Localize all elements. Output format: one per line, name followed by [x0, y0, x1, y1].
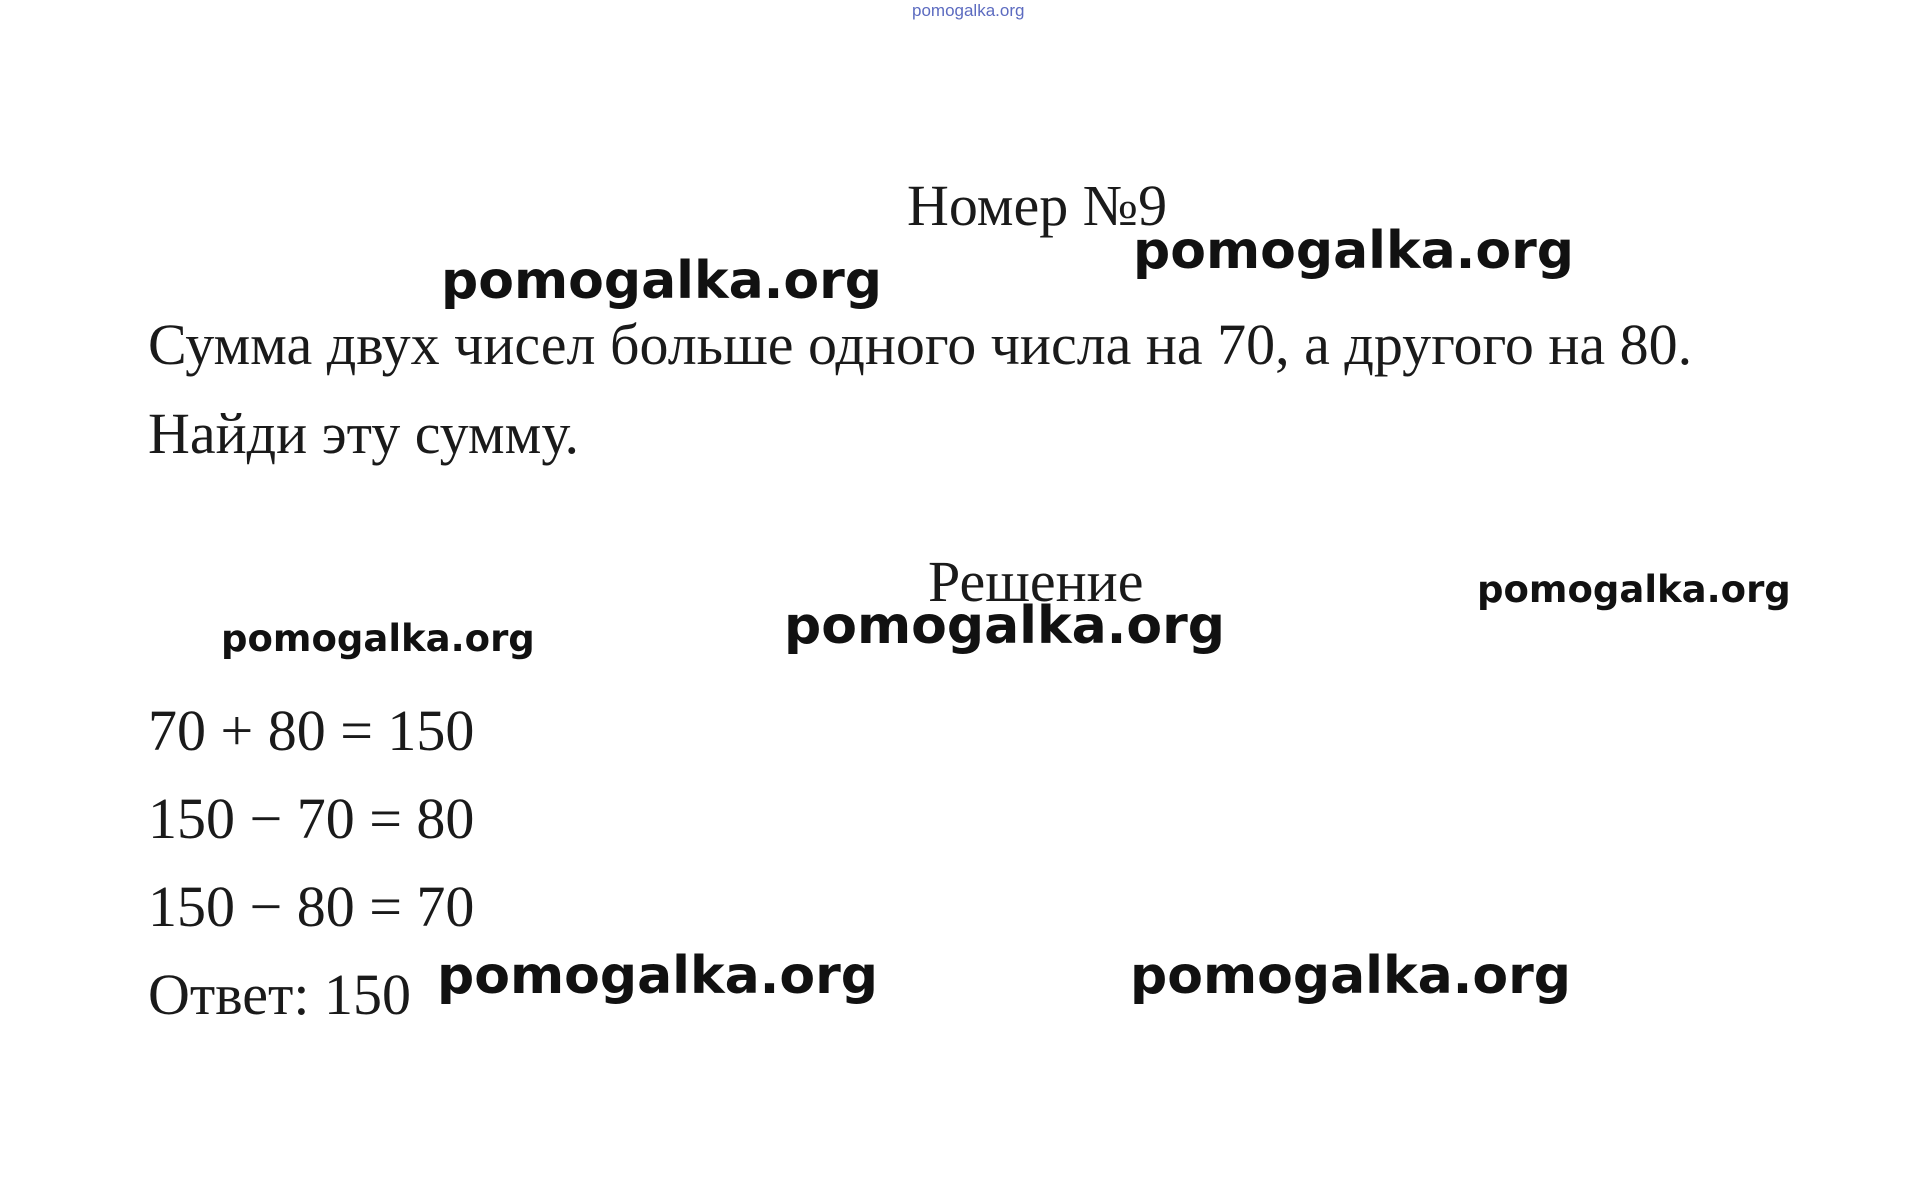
site-link[interactable]: pomogalka.org	[912, 1, 1025, 20]
watermark: pomogalka.org	[1477, 568, 1791, 611]
watermark: pomogalka.org	[784, 596, 1226, 656]
task-text-line-2: Найди эту сумму.	[148, 401, 580, 466]
solution-step: 70 + 80 = 150	[148, 698, 475, 763]
solution-step: 150 − 80 = 70	[148, 874, 475, 939]
watermark: pomogalka.org	[1133, 221, 1575, 281]
watermark: pomogalka.org	[437, 946, 879, 1006]
watermark: pomogalka.org	[1130, 946, 1572, 1006]
task-text-line-1: Сумма двух чисел больше одного числа на 70, а другого на 80.	[148, 312, 1693, 377]
watermark: pomogalka.org	[221, 617, 535, 660]
page-title: Номер №9	[907, 173, 1168, 238]
watermark: pomogalka.org	[441, 251, 883, 311]
answer-text: Ответ: 150	[148, 962, 411, 1027]
solution-step: 150 − 70 = 80	[148, 786, 475, 851]
solution-heading: Решение	[928, 549, 1144, 614]
